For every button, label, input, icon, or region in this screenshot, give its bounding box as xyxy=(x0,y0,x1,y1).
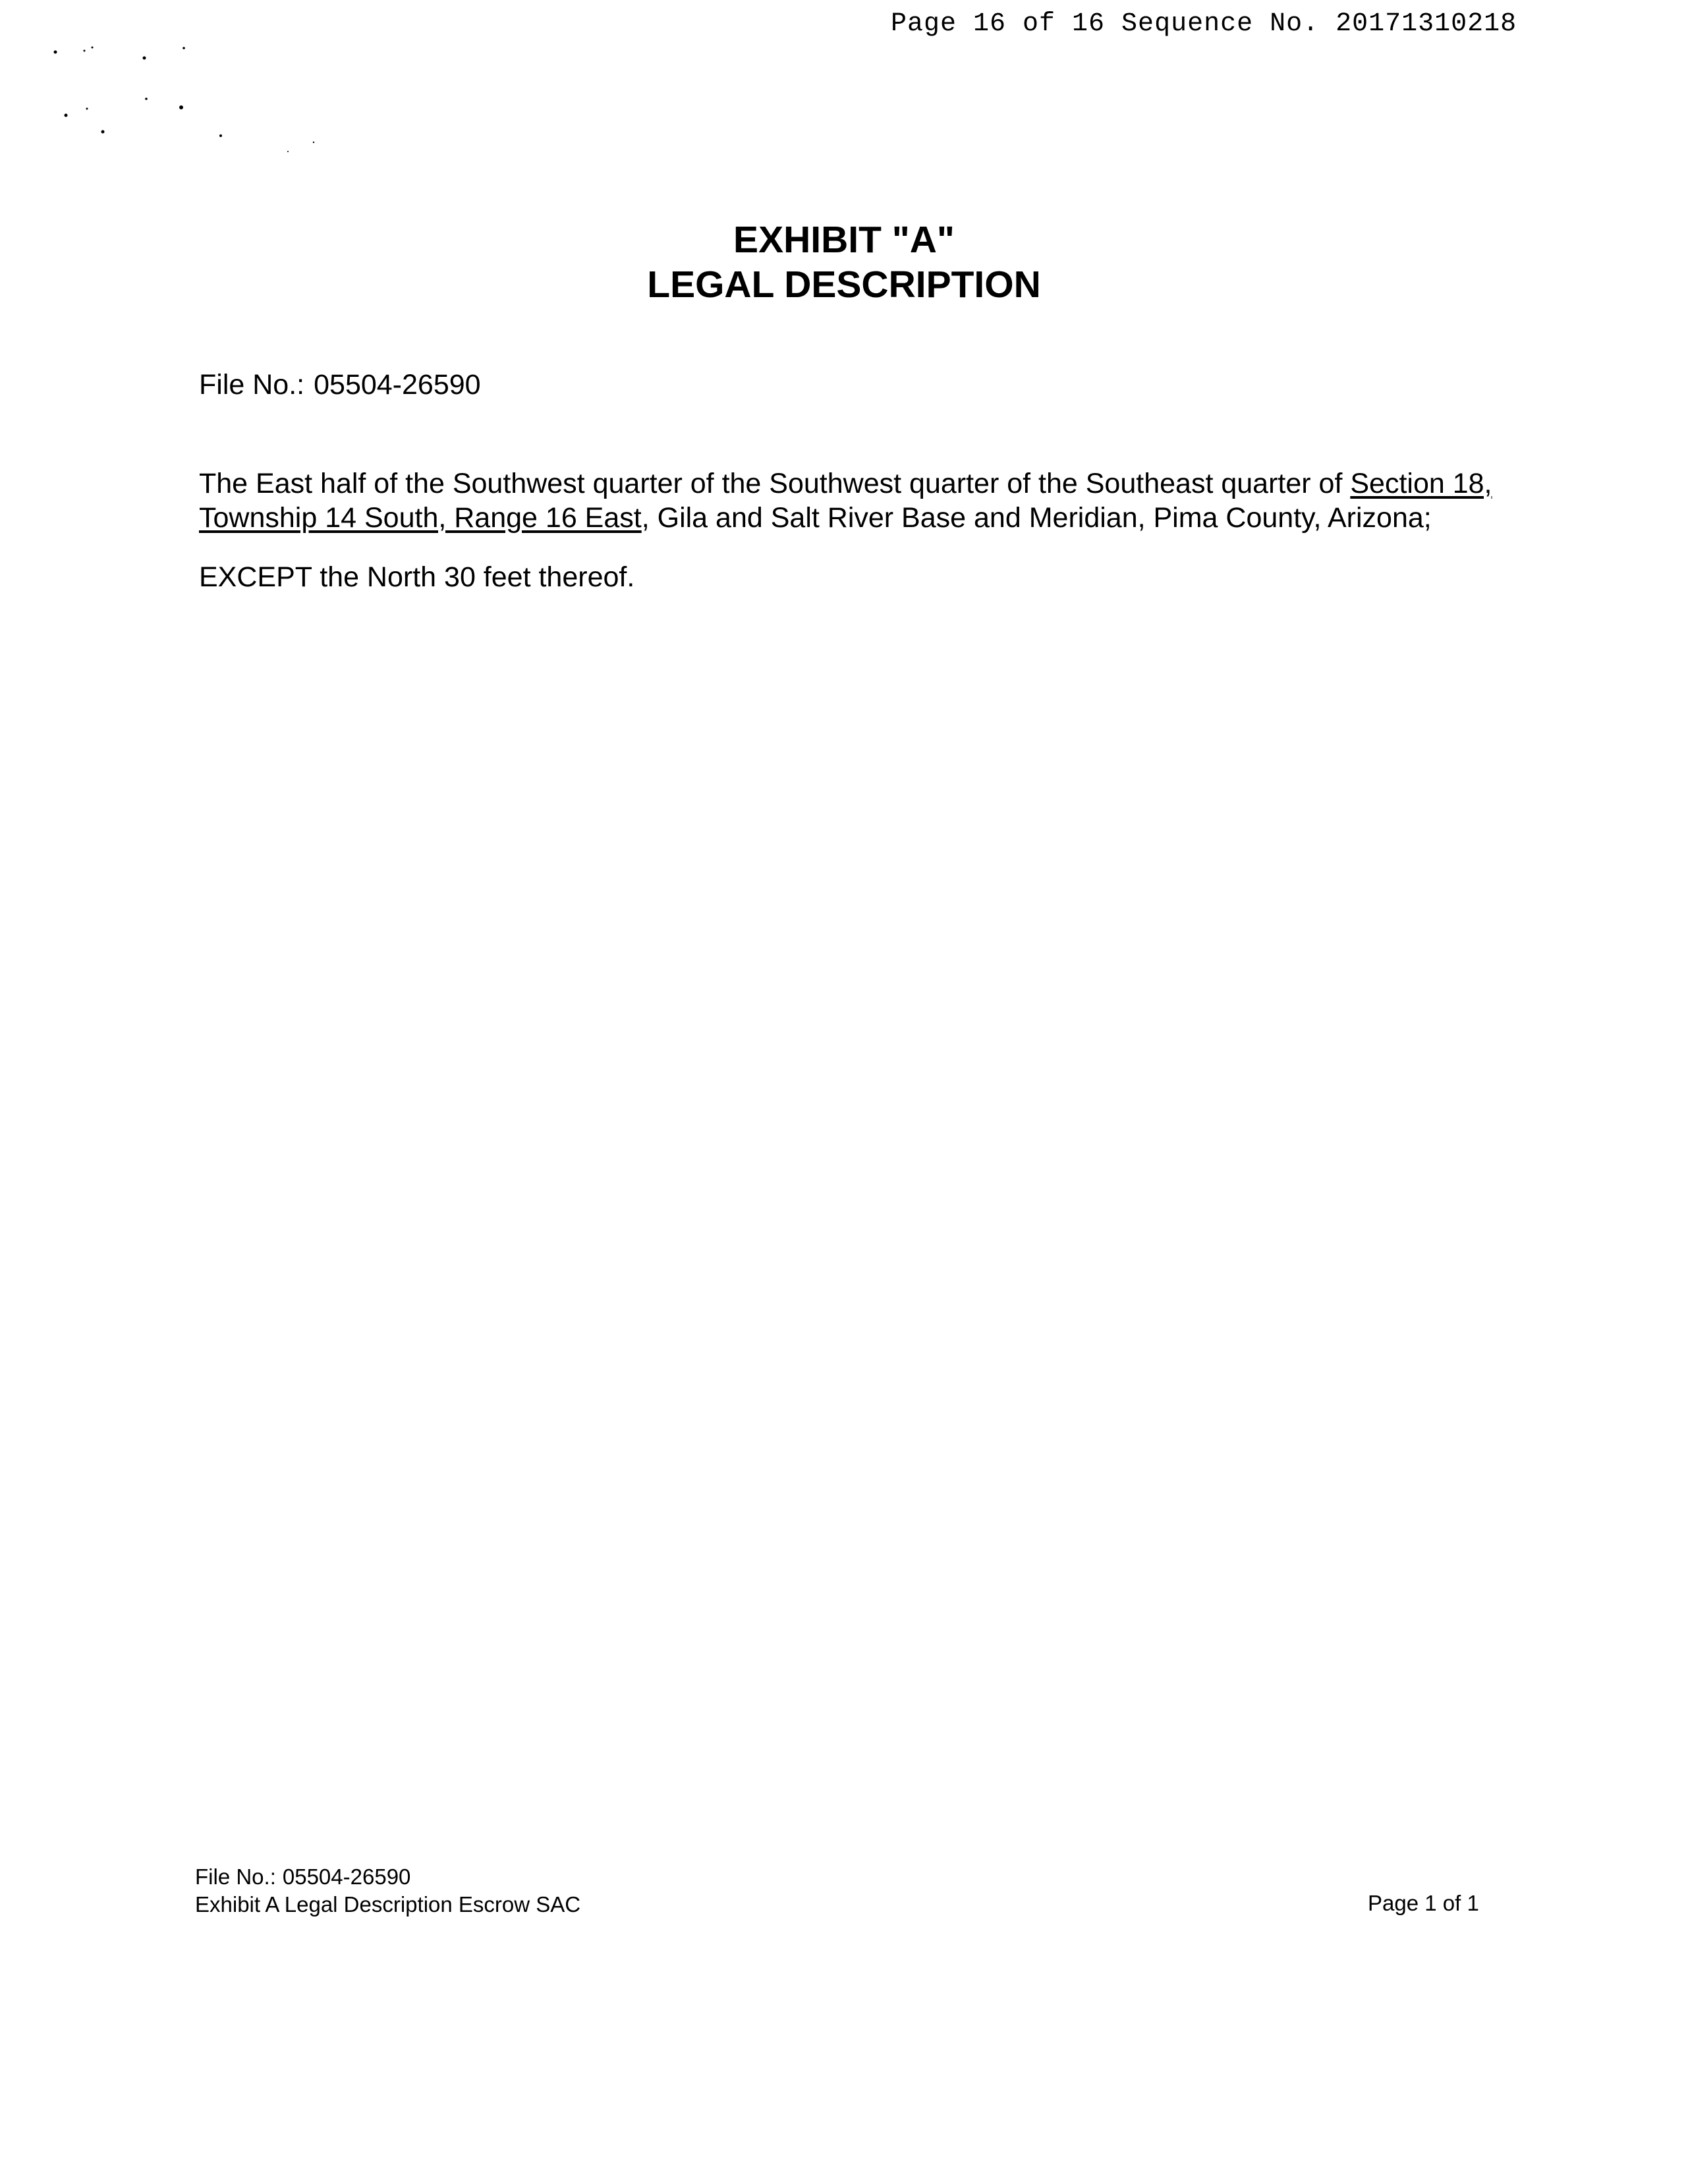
footer-file-line xyxy=(195,1863,580,1891)
scan-specks xyxy=(0,0,395,171)
footer-file-label: File No.: xyxy=(195,1864,276,1889)
page-sequence-stamp: Page 16 of 16 Sequence No. 20171310218 xyxy=(891,9,1517,39)
file-number-value: 05504-26590 xyxy=(314,369,481,401)
file-number-line xyxy=(199,369,481,401)
exhibit-heading: EXHIBIT "A" xyxy=(733,219,955,261)
section-reference: Section 18, xyxy=(1350,468,1492,499)
document-title xyxy=(0,217,1688,307)
description-line-1 xyxy=(199,466,1517,501)
footer-document-name: Exhibit A Legal Description Escrow SAC xyxy=(195,1892,581,1917)
description-rest: , Gila and Salt River Base and Meridian, Pima County, Arizona; xyxy=(641,502,1432,534)
description-intro: The East half of the Southwest quarter of the Southwest quarter of the Southeast quarter of xyxy=(199,468,1351,499)
footer-page-number: Page 1 of 1 xyxy=(1368,1891,1479,1915)
legal-description-paragraph xyxy=(199,466,1517,535)
township-range-reference: Township 14 South, Range 16 East xyxy=(199,502,642,534)
footer-file-number: 05504-26590 xyxy=(282,1864,411,1889)
legal-description-heading: LEGAL DESCRIPTION xyxy=(647,264,1041,306)
footer-file-info xyxy=(195,1863,580,1918)
description-line-2 xyxy=(199,501,1517,535)
file-number-label: File No.: xyxy=(199,369,305,401)
exception-clause: EXCEPT the North 30 feet thereof. xyxy=(199,561,635,593)
